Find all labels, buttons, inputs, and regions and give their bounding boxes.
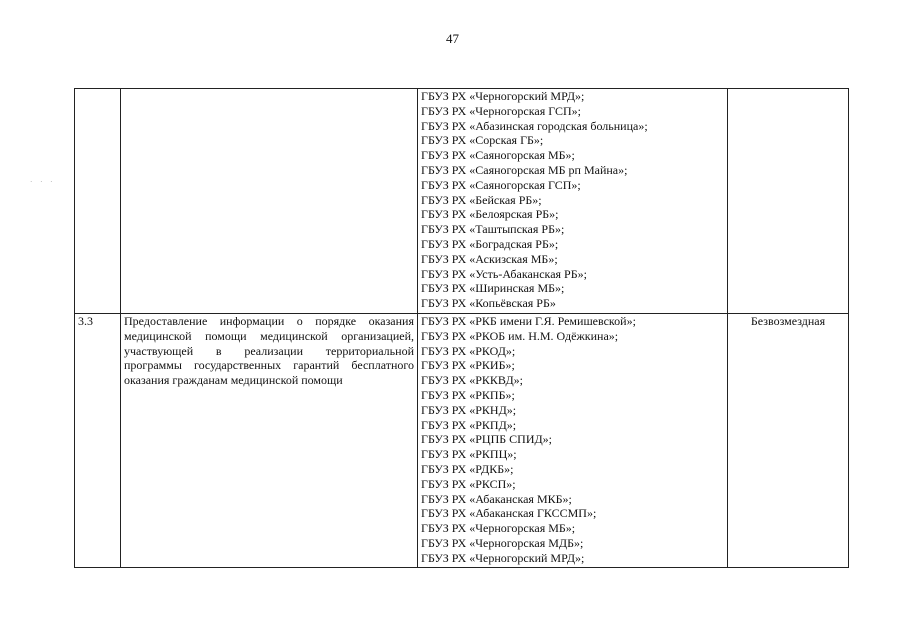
organization-line: ГБУЗ РХ «Саяногорская МБ»; [421,148,575,163]
organization-line: ГБУЗ РХ «Черногорская ГСП»; [421,103,582,118]
fee-cell [728,89,849,314]
service-text-line: медицинской помощи медицинской организацией, [124,328,414,343]
organization-line: ГБУЗ РХ «Черногорский МРД»; [421,89,585,103]
organization-line: ГБУЗ РХ «Абаканская МКБ»; [421,491,572,506]
table-row [75,89,849,314]
organization-line: ГБУЗ РХ «Черногорская МДБ»; [421,535,584,550]
organization-line: ГБУЗ РХ «Абаканская ГКССМП»; [421,506,597,521]
organization-line: ГБУЗ РХ «Абазинская городская больница»; [421,118,648,133]
organization-line: ГБУЗ РХ «Копьёвская РБ» [421,296,556,311]
organization-line: ГБУЗ РХ «РЦПБ СПИД»; [421,432,552,447]
organization-line: ГБУЗ РХ «РКПД»; [421,417,517,432]
organization-line: ГБУЗ РХ «РКПЦ»; [421,447,517,462]
fee-cell: Безвозмездная [728,314,849,568]
organization-line: ГБУЗ РХ «Ширинская МБ»; [421,281,565,296]
service-text-line: программы государственных гарантий бесплатного [124,358,414,373]
organization-line: ГБУЗ РХ «Черногорская МБ»; [421,521,576,536]
organization-line: ГБУЗ РХ «Аскизская МБ»; [421,251,558,266]
organization-line: ГБУЗ РХ «Белоярская РБ»; [421,207,559,222]
page-number: 47 [446,31,459,46]
organization-line: ГБУЗ РХ «Черногорский МРД»; [421,550,585,565]
services-table [74,88,849,568]
organization-line: ГБУЗ РХ «РДКБ»; [421,461,514,476]
service-text-line: участвующей в реализации территориальной [124,343,414,358]
margin-scan-marks: · · · [30,178,56,186]
organization-line: ГБУЗ РХ «РКБ имени Г.Я. Ремишевской»; [421,314,636,328]
organization-line: ГБУЗ РХ «РККВД»; [421,373,523,388]
organization-line: ГБУЗ РХ «РКНД»; [421,402,517,417]
organization-line: ГБУЗ РХ «РКИБ»; [421,358,515,373]
row-number-cell [75,89,121,314]
service-description-cell [121,89,418,314]
table-row [75,314,849,568]
organization-line: ГБУЗ РХ «Боградская РБ»; [421,236,559,251]
organization-line: ГБУЗ РХ «Сорская ГБ»; [421,133,544,148]
organization-line: ГБУЗ РХ «Таштыпская РБ»; [421,222,565,237]
service-text-line: оказания гражданам медицинской помощи [124,373,343,388]
service-text-line: Предоставление информации о порядке оказания [124,314,414,328]
service-description-cell [121,314,418,568]
row-number-cell: 3.3 [75,314,121,568]
organization-line: ГБУЗ РХ «РКПБ»; [421,387,515,402]
organization-line: ГБУЗ РХ «Саяногорская ГСП»; [421,177,581,192]
organizations-cell [418,89,728,314]
organization-line: ГБУЗ РХ «РКОД»; [421,343,516,358]
organization-line: ГБУЗ РХ «РКОБ им. Н.М. Одёжкина»; [421,328,619,343]
organization-line: ГБУЗ РХ «Бейская РБ»; [421,192,542,207]
organization-line: ГБУЗ РХ «РКСП»; [421,476,516,491]
organization-line: ГБУЗ РХ «Усть-Абаканская РБ»; [421,266,587,281]
organizations-cell [418,314,728,568]
organization-line: ГБУЗ РХ «Саяногорская МБ рп Майна»; [421,162,628,177]
